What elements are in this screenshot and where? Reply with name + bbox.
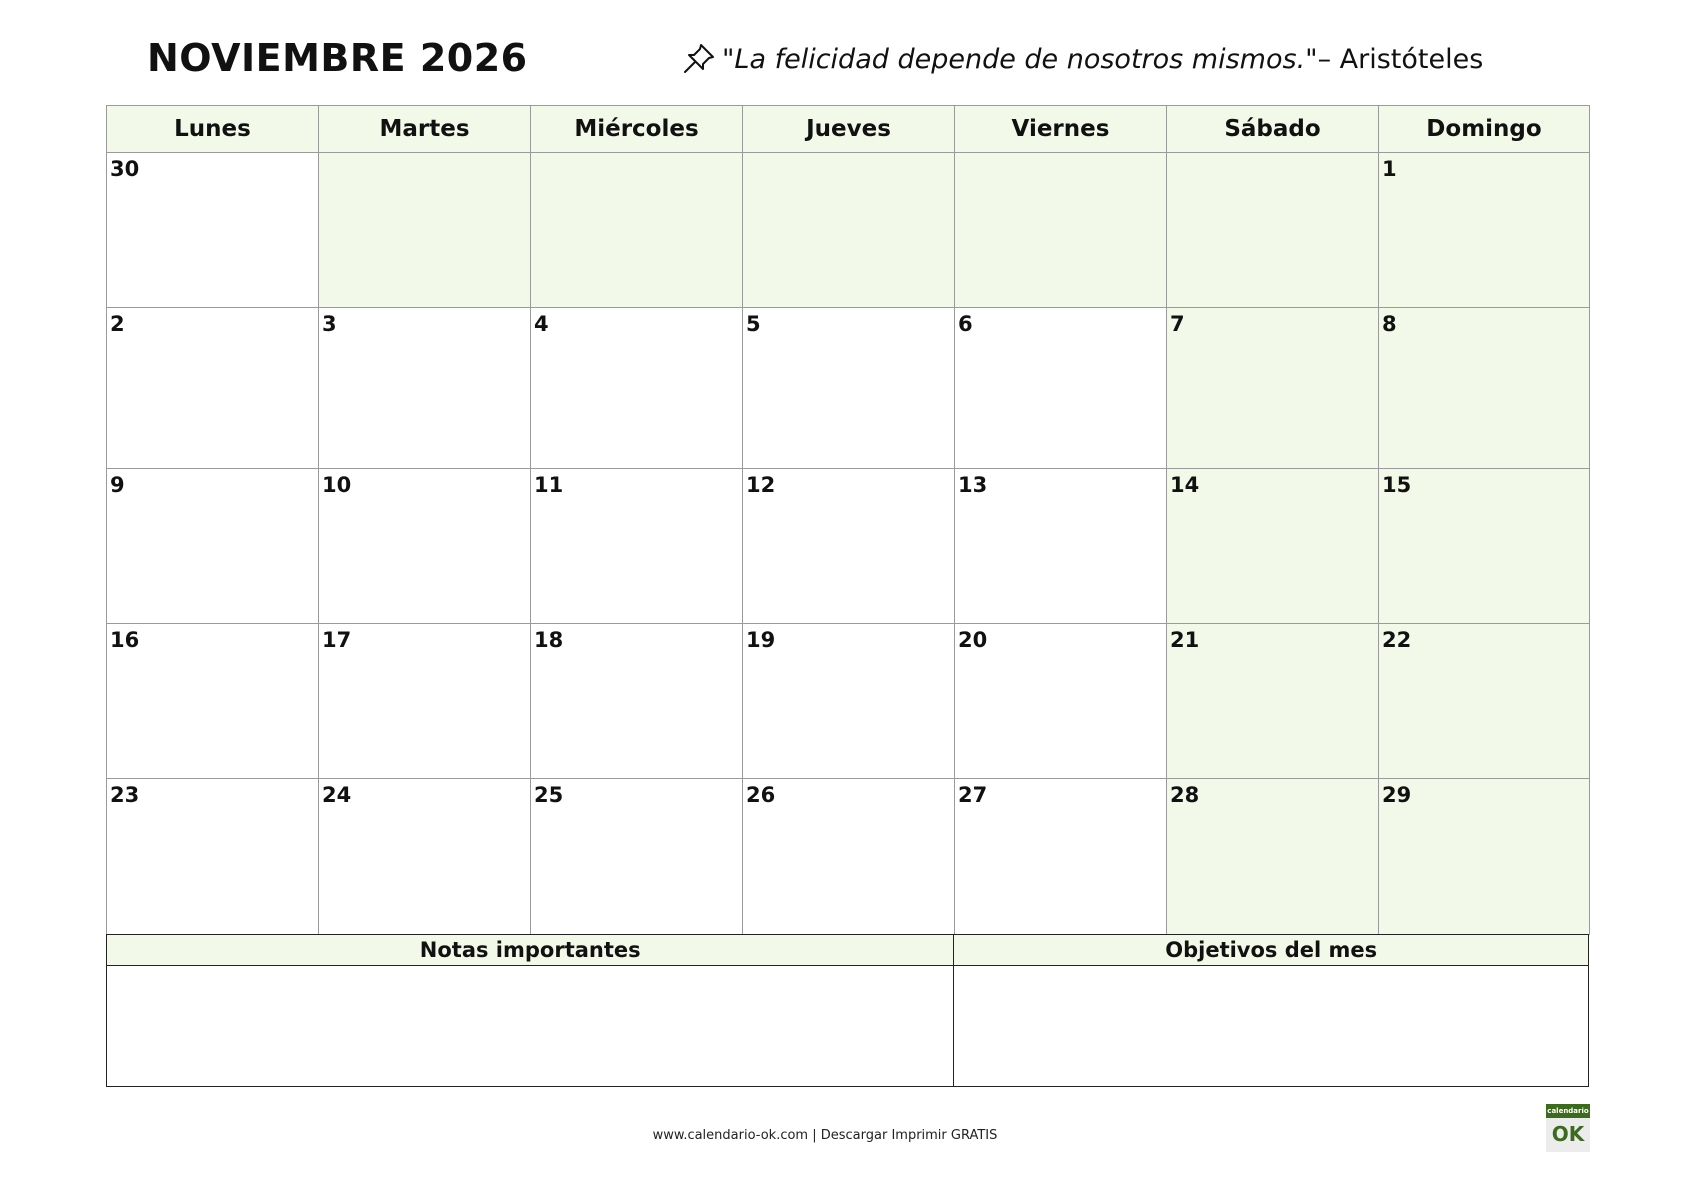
logo-main-text: OK [1551,1122,1585,1146]
day-number: 17 [322,628,352,652]
day-cell [743,308,955,469]
day-number: 2 [110,312,125,336]
day-cell [1379,469,1590,624]
day-number: 4 [534,312,549,336]
day-cell-empty [531,153,743,308]
day-cell [743,779,955,935]
day-number: 27 [958,783,988,807]
goals-area [954,966,1588,1086]
day-cell [107,779,319,935]
day-number: 28 [1170,783,1200,807]
day-number: 23 [110,783,140,807]
notes-title: Notas importantes [107,935,953,966]
day-cell [955,469,1167,624]
day-number: 9 [110,473,125,497]
weekday-sunday: Domingo [1379,106,1590,153]
day-number: 7 [1170,312,1185,336]
quote [682,42,1483,76]
day-number: 10 [322,473,352,497]
week-row [107,153,1590,308]
calendar-grid [106,105,1590,935]
month-title: NOVIEMBRE 2026 [147,36,528,80]
day-cell [107,624,319,779]
day-cell [743,469,955,624]
quote-author: – Aristóteles [1317,43,1484,75]
notes-section [106,934,1589,1087]
day-cell [1167,624,1379,779]
day-cell-empty [743,153,955,308]
weekday-friday: Viernes [955,106,1167,153]
day-cell [531,469,743,624]
goals-box [954,934,1589,1087]
day-number: 13 [958,473,988,497]
day-number: 15 [1382,473,1412,497]
week-row [107,779,1590,935]
day-number: 24 [322,783,352,807]
day-number: 5 [746,312,761,336]
day-cell [1167,469,1379,624]
day-number: 29 [1382,783,1412,807]
day-number: 19 [746,628,776,652]
day-number: 6 [958,312,973,336]
day-number: 18 [534,628,564,652]
calendario-ok-logo [1546,1104,1590,1152]
quote-text: "La felicidad depende de nosotros mismos." [722,43,1318,75]
day-cell [319,779,531,935]
weekday-saturday: Sábado [1167,106,1379,153]
weekday-monday: Lunes [107,106,319,153]
day-cell [1167,308,1379,469]
day-cell [1379,779,1590,935]
day-cell [955,779,1167,935]
goals-title: Objetivos del mes [954,935,1588,966]
day-number: 14 [1170,473,1200,497]
weekday-wednesday: Miércoles [531,106,743,153]
notes-area [107,966,953,1086]
day-cell [319,308,531,469]
week-row [107,469,1590,624]
day-number: 1 [1382,157,1397,181]
day-cell [955,308,1167,469]
day-number: 22 [1382,628,1412,652]
day-cell [319,624,531,779]
day-number: 11 [534,473,564,497]
day-cell [107,153,319,308]
day-number: 8 [1382,312,1397,336]
day-cell [531,779,743,935]
day-cell [1167,779,1379,935]
weekday-thursday: Jueves [743,106,955,153]
day-cell-empty [1167,153,1379,308]
day-cell [107,308,319,469]
week-row [107,308,1590,469]
day-number: 26 [746,783,776,807]
day-cell [1379,624,1590,779]
notes-box [106,934,954,1087]
day-cell [955,624,1167,779]
day-cell [743,624,955,779]
day-number: 16 [110,628,140,652]
day-number: 12 [746,473,776,497]
logo-top-text: calendario [1546,1104,1590,1118]
day-cell [531,308,743,469]
weekday-header-row [107,106,1590,153]
day-cell [319,469,531,624]
day-number: 20 [958,628,988,652]
day-cell [531,624,743,779]
day-number: 21 [1170,628,1200,652]
day-number: 30 [110,157,140,181]
footer-text: www.calendario-ok.com | Descargar Imprimir GRATIS [652,1128,998,1143]
day-cell [107,469,319,624]
day-cell-empty [319,153,531,308]
day-cell [1379,153,1590,308]
weekday-tuesday: Martes [319,106,531,153]
day-cell [1379,308,1590,469]
week-row [107,624,1590,779]
day-number: 3 [322,312,337,336]
pushpin-icon [682,42,716,76]
day-number: 25 [534,783,564,807]
day-cell-empty [955,153,1167,308]
